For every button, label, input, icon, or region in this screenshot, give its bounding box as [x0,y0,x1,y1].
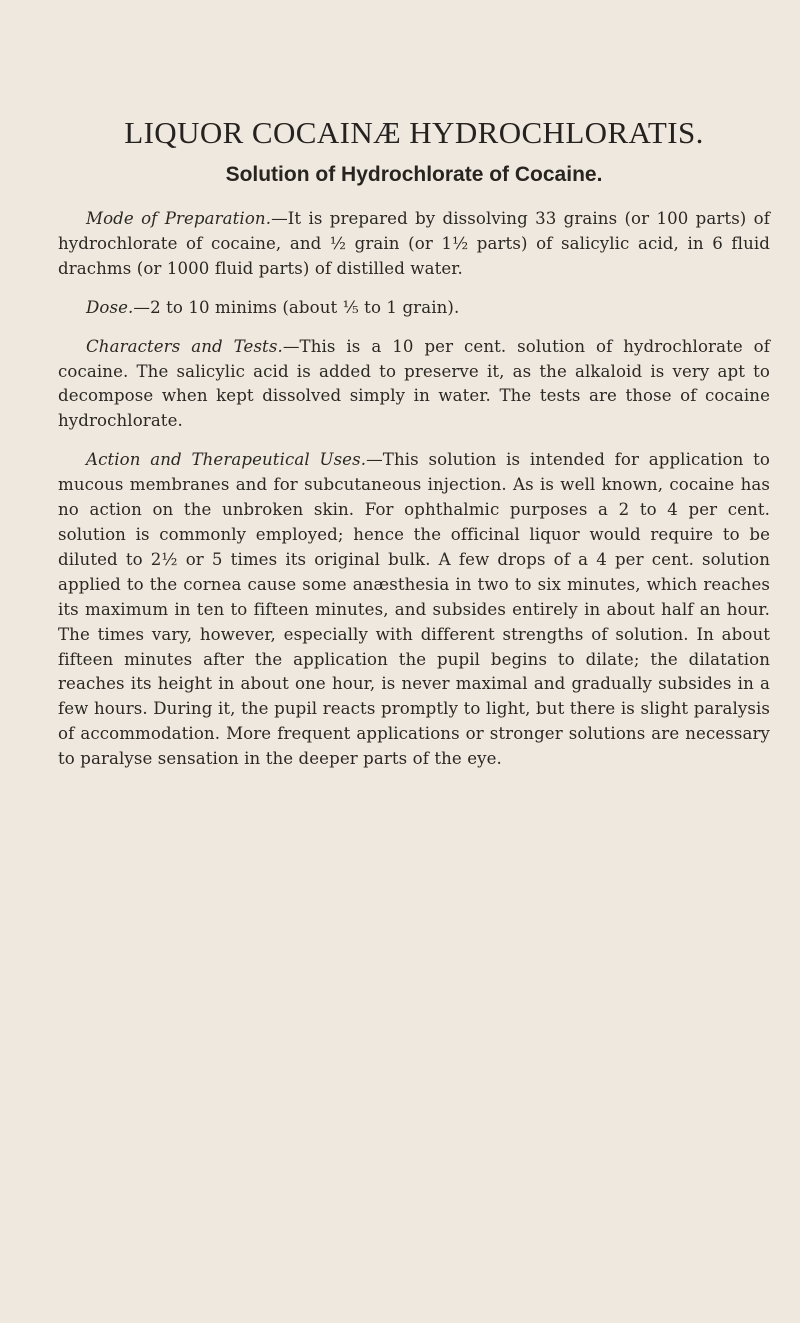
paragraph-body: —This is a 10 per cent. solution of hydrochlorate of cocaine. The salicylic acid is added to preserve it, as the alkaloid is very apt to decompose when kept dissolved simply in water. The tests are those of cocaine hydrochlorate. [58,336,770,431]
paragraph-heading: Dose. [86,297,134,317]
paragraph-heading: Action and Therapeutical Uses. [86,450,367,470]
paragraph-action-and-uses [58,448,770,772]
paragraph-heading: Characters and Tests. [86,336,283,356]
paragraph-characters-and-tests [58,335,770,435]
paragraph-mode-of-preparation [58,207,770,282]
page-title: LIQUOR COCAINÆ HYDROCHLORATIS. [124,115,704,150]
paragraph-heading: Mode of Preparation. [86,209,272,228]
paragraph-body: —2 to 10 minims (about ⅕ to 1 grain). [133,297,460,317]
page-subtitle: Solution of Hydrochlorate of Cocaine. [225,163,603,186]
paragraph-body: —This solution is intended for application to mucous membranes and for subcutaneous injection. As is well known, cocaine has no action on the unbroken skin. For ophthalmic purposes a 2 to 4 per cent. solution is commonly employed; hence the officinal liquor would require to be diluted to 2½ or 5 times its original bulk. A few drops of a 4 per cent. solution applied to the cornea cause some anæsthesia in two to six minutes, which reaches its maximum in ten to fifteen minutes, and subsides entirely in about half an hour. The times vary, however, especially with different strengths of solution. In about fifteen minutes after the application the pupil begins to dilate; the dilatation reaches its height in about one hour, is never maximal and gradually subsides in a few hours. During it, the pupil reacts promptly to light, but there is slight paralysis of accommodation. More frequent applications or stronger solutions are necessary to paralyse sensation in the deeper parts of the eye. [58,450,770,769]
paragraph-dose [58,296,770,321]
paragraph-body: —It is prepared by dissolving 33 grains (or 100 parts) of hydrochlorate of cocaine, and ½ grain (or 1½ parts) of salicylic acid, in 6 fluid drachms (or 1000 fluid parts) of distilled water. [58,209,770,278]
